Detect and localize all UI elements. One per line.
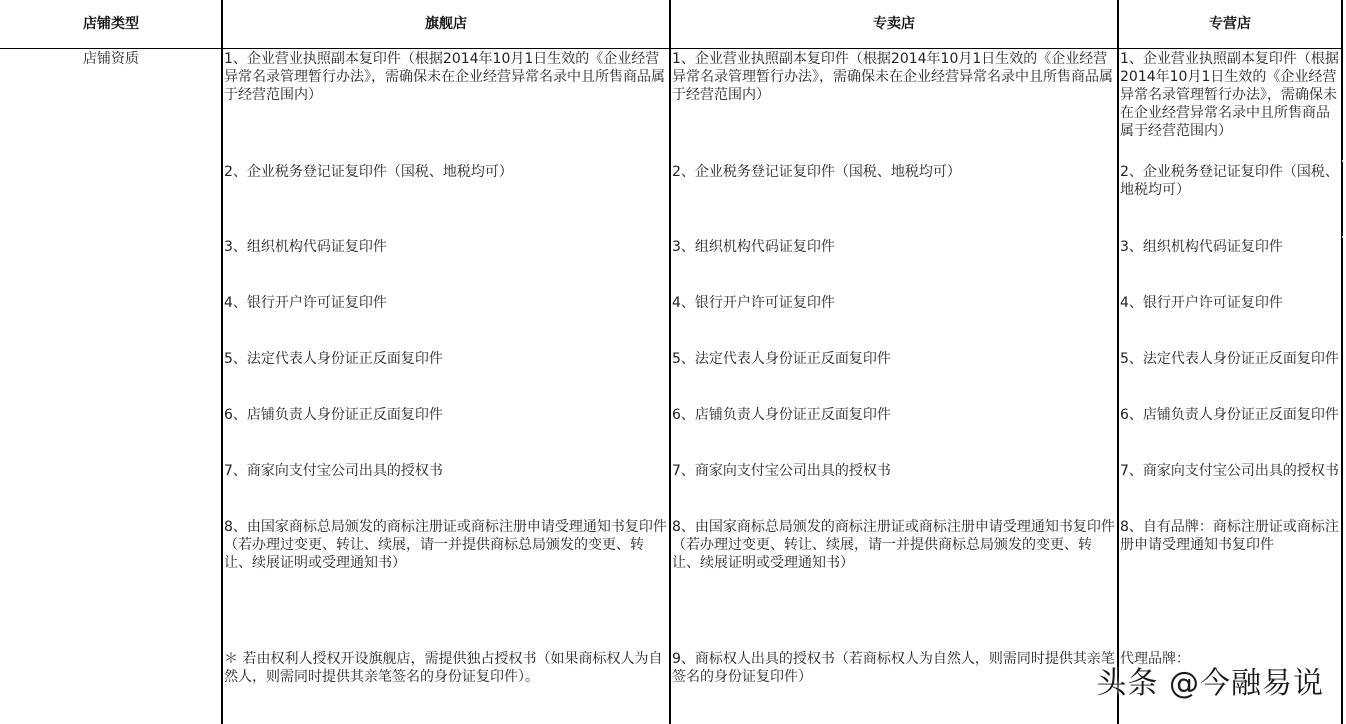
flagship-note: ＊ 若由权利人授权开设旗舰店，需提供独占授权书（如果商标权人为自然人，则需同时提供其亲笔签名的身份证复印件）。 [224,651,663,685]
header-store-type: 店铺类型 [83,16,139,32]
row-label-qualification: 店铺资质 [83,51,139,67]
franchise-item-3: 3、组织机构代码证复印件 [1120,239,1283,255]
header-flagship: 旗舰店 [425,16,467,32]
flagship-item-3: 3、组织机构代码证复印件 [224,239,387,255]
exclusive-item-6: 6、店铺负责人身份证正反面复印件 [672,407,891,423]
exclusive-item-7: 7、商家向支付宝公司出具的授权书 [672,463,891,479]
exclusive-item-1: 1、企业营业执照副本复印件（根据2014年10月1日生效的《企业经营异常名录管理暂行办法》，需确保未在企业经营异常名录中且所售商品属于经营范围内） [672,51,1113,103]
franchise-item-2: 2、企业税务登记证复印件（国税、地税均可） [1120,164,1339,198]
flagship-item-6: 6、店铺负责人身份证正反面复印件 [224,407,443,423]
grid-line-col2 [669,0,671,724]
exclusive-item-3: 3、组织机构代码证复印件 [672,239,835,255]
flagship-item-5: 5、法定代表人身份证正反面复印件 [224,351,443,367]
exclusive-item-2: 2、企业税务登记证复印件（国税、地税均可） [672,164,961,180]
header-exclusive: 专卖店 [873,16,915,32]
header-franchise: 专营店 [1209,16,1251,32]
edge-segment [1342,236,1343,238]
franchise-item-9: 代理品牌： [1120,651,1190,667]
exclusive-item-8: 8、由国家商标总局颁发的商标注册证或商标注册申请受理通知书复印件（若办理过变更、转让、续展，请一并提供商标总局颁发的变更、转让、续展证明或受理通知书） [672,519,1115,571]
exclusive-item-9: 9、商标权人出具的授权书（若商标权人为自然人，则需同时提供其亲笔签名的身份证复印件） [672,651,1115,685]
franchise-item-1: 1、企业营业执照副本复印件（根据2014年10月1日生效的《企业经营异常名录管理暂行办法》，需确保未在企业经营异常名录中且所售商品属于经营范围内） [1120,51,1339,139]
watermark: 头条 @今融易说 [1096,666,1324,701]
flagship-item-2: 2、企业税务登记证复印件（国税、地税均可） [224,164,513,180]
franchise-item-5: 5、法定代表人身份证正反面复印件 [1120,351,1339,367]
flagship-item-1: 1、企业营业执照副本复印件（根据2014年10月1日生效的《企业经营异常名录管理暂行办法》，需确保未在企业经营异常名录中且所售商品属于经营范围内） [224,51,665,103]
flagship-item-7: 7、商家向支付宝公司出具的授权书 [224,463,443,479]
flagship-item-4: 4、银行开户许可证复印件 [224,295,387,311]
exclusive-item-5: 5、法定代表人身份证正反面复印件 [672,351,891,367]
edge-segment [1342,160,1343,162]
flagship-item-8: 8、由国家商标总局颁发的商标注册证或商标注册申请受理通知书复印件（若办理过变更、转让、续展，请一并提供商标总局颁发的变更、转让、续展证明或受理通知书） [224,519,667,571]
franchise-item-4: 4、银行开户许可证复印件 [1120,295,1283,311]
franchise-item-7: 7、商家向支付宝公司出具的授权书 [1120,463,1339,479]
exclusive-item-4: 4、银行开户许可证复印件 [672,295,835,311]
grid-line-col3 [1117,0,1119,724]
grid-line-col4 [1341,0,1343,724]
grid-line-col1 [221,0,223,724]
franchise-item-6: 6、店铺负责人身份证正反面复印件 [1120,407,1339,423]
header-divider [0,48,1343,49]
franchise-item-8: 8、自有品牌：商标注册证或商标注册申请受理通知书复印件 [1120,519,1339,553]
